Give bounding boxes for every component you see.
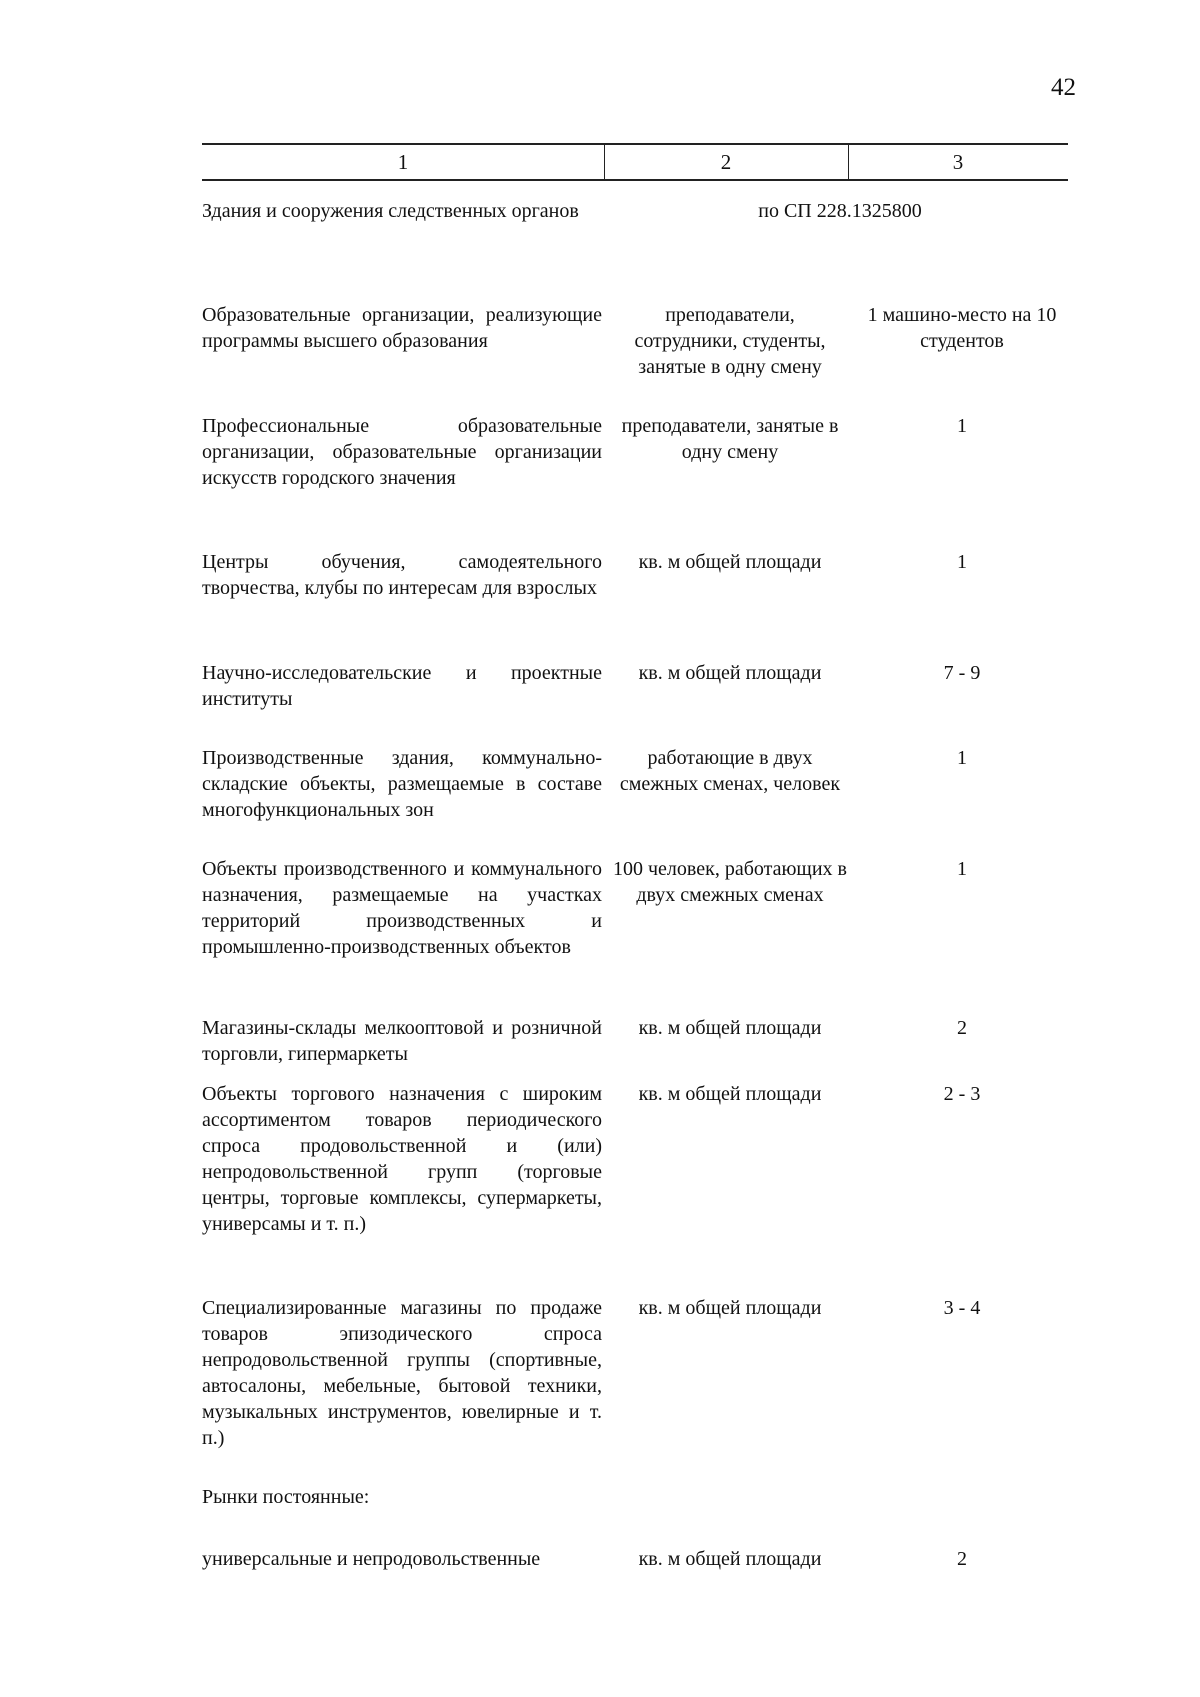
row-name: Профессиональные образовательные организации, образовательные организации искусств городского значения [202,415,602,489]
row-name: Образовательные организации, реализующие программы высшего образования [202,304,602,352]
row-name: Рынки постоянные: [202,1486,370,1508]
row-norm: 1 [957,415,967,437]
row-norm: 2 [957,1548,967,1570]
row-unit: работающие в двух смежных сменах, человек [619,747,841,795]
row-unit: кв. м общей площади [638,551,822,573]
row-norm: 1 [957,551,967,573]
header-col-3: 3 [952,150,964,174]
table-header [202,143,1068,181]
page-number: 42 [1051,74,1076,101]
row-norm: 3 - 4 [943,1297,981,1319]
row-unit: преподаватели, сотрудники, студенты, занятые в одну смену [634,304,826,378]
row-name: Производственные здания, коммунально-складские объекты, размещаемые в составе многофункциональных зон [202,747,602,821]
row-name: Здания и сооружения следственных органов [202,200,579,222]
header-col-2: 2 [604,145,849,179]
row-name: Центры обучения, самодеятельного творчества, клубы по интересам для взрослых [202,551,602,599]
row-norm: 7 - 9 [943,662,981,684]
row-unit: кв. м общей площади [638,1017,822,1039]
row-unit: преподаватели, занятые в одну смену [621,415,839,463]
row-name: Объекты торгового назначения с широким ассортиментом товаров периодического спроса продовольственной и (или) непродовольственной групп (торговые центры, торговые комплексы, супермаркеты, универсамы и т. п.) [202,1083,602,1235]
row-unit: кв. м общей площади [638,1548,822,1570]
row-name: Магазины-склады мелкооптовой и розничной торговли, гипермаркеты [202,1017,602,1065]
row-name: универсальные и непродовольственные [202,1548,541,1570]
row-unit: кв. м общей площади [638,1297,822,1319]
row-name: Научно-исследовательские и проектные институты [202,662,602,710]
header-col-1: 1 [202,145,605,179]
row-unit: кв. м общей площади [638,662,822,684]
row-norm: 1 [957,747,967,769]
row-unit: кв. м общей площади [638,1083,822,1105]
row-name: Специализированные магазины по продаже товаров эпизодического спроса непродовольственной группы (спортивные, автосалоны, мебельные, бытовой техники, музыкальных инструментов, ювелирные и т. п.) [202,1297,602,1449]
row-norm: 1 [957,858,967,880]
row-norm: 1 машино-место на 10 студентов [867,304,1057,352]
row-unit: по СП 228.1325800 [758,200,922,222]
row-name: Объекты производственного и коммунального назначения, размещаемые на участках территорий производственных и промышленно-производственных объектов [202,858,602,958]
row-norm: 2 - 3 [943,1083,981,1105]
row-unit: 100 человек, работающих в двух смежных сменах [613,858,847,906]
row-norm: 2 [957,1017,967,1039]
